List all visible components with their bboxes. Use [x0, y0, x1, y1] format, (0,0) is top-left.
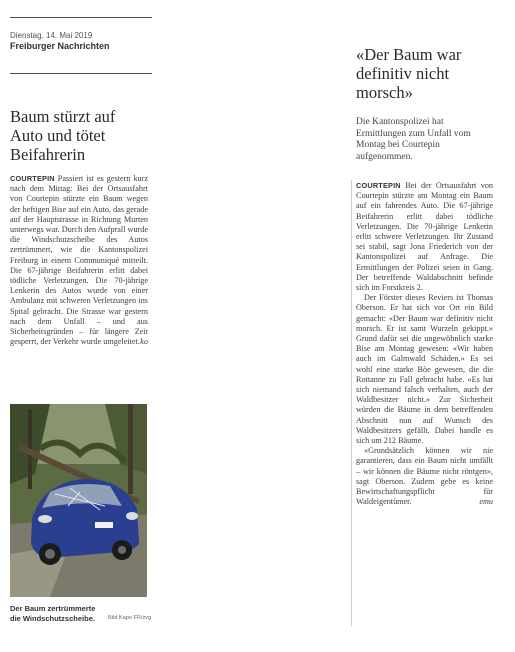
- right-paragraph-2: Der Förster dieses Reviers ist Thomas Oberson. Er hat sich vor Ort ein Bild gemacht: «Der Baum war definitiv nicht morsch. Er ist samt Wurzeln gekippt.» Grund dafür sei die ungewöhnlich starke Bise am Montag gewesen: «Wir haben auch im Galmwald Schäden.» Es sei wohl eine starke Böe gewesen, die die Rottanne zu Fall gebracht habe. «Es hat sich niemand falsch verhalten, auch der Waldbesitzer nicht.» Zur Sicherheit würden die Bäume in dem betreffenden Abschnitt nun auf Wunsch des Waldbesitzers gefällt. Dabei handle es sich um 212 Bäume.: [356, 293, 493, 446]
- accident-photo: [10, 404, 147, 597]
- issue-date: Dienstag, 14. Mai 2019: [10, 31, 93, 40]
- left-article-body: [10, 174, 148, 347]
- left-headline-line: Baum stürzt auf: [10, 107, 116, 126]
- right-headline-line: definitiv nicht: [356, 64, 450, 83]
- left-body-text: Passiert ist es gestern kurz nach dem Mittag: Bei der Ortsausfahrt von Courtepin stürzte ein Baum wegen der heftigen Bise auf ein Auto, das gerade auf der Hauptstrasse in Richtung Murten unterwegs war. Durch den Aufprall wurde die Windschutzscheibe des Autos zertrümmert, wie die Kantonspolizei Freiburg in einem Communiqué mitteilt. Die 67-jährige Beifahrerin erlitt dabei tödliche Verletzungen. Die 70-jährige Lenkerin des Autos wurde von einer Ambulanz mit schweren Verletzungen ins Spital gebracht. Die Strasse war gestern nach dem Unfall – und aus Sicherheitsgründen – für längere Zeit gesperrt, der Verkehr wurde umgeleitet.: [10, 174, 148, 347]
- header-bottom-rule: [10, 73, 152, 74]
- left-author: ko: [140, 337, 148, 347]
- right-dateline: COURTEPIN: [356, 181, 401, 190]
- left-headline: [10, 107, 155, 164]
- right-paragraph-1: Bei der Ortsausfahrt von Courtepin stürzte am Montag ein Baum auf ein fahrendes Auto. Die 67-jährige Beifahrerin erlitt dabei tödliche Verletzungen. Die 70-jährige Lenkerin erlitt schwere Verletzungen. Ihr Zustand sei stabil, sagt Jona Friederich von der Kantonspolizei auf Anfrage. Die Ermittlungen der Polizei seien in Gang. Der betreffende Waldabschnitt befinde sich im Forstkreis 2.: [356, 181, 494, 293]
- right-lead: Die Kantonspolizei hat Ermittlungen zum Unfall vom Montag bei Courtepin aufgenommen.: [356, 117, 471, 162]
- left-headline-line: Beifahrerin: [10, 145, 86, 164]
- newspaper-name: Freiburger Nachrichten: [10, 41, 110, 51]
- right-paragraph-3: «Grundsätzlich können wir nie garantieren, dass ein Baum nicht umfällt – wir können die Bäume nicht röntgen», sagt Oberson. Zudem gebe es keine Bewirtschaftungspflicht für Waldeigentümer.: [356, 446, 493, 507]
- photo-credit: Bild Kapo FR/zvg: [108, 615, 152, 621]
- right-headline: [356, 45, 506, 102]
- photo-caption: Der Baum zertrümmerte die Windschutzscheibe.: [10, 604, 96, 623]
- column-divider: [351, 180, 352, 626]
- left-headline-line: Auto und tötet: [10, 126, 106, 145]
- right-headline-line: «Der Baum war: [356, 45, 462, 64]
- right-author: emu: [479, 497, 493, 507]
- crushed-car-image: [10, 404, 147, 597]
- left-dateline: COURTEPIN: [10, 174, 55, 183]
- right-headline-line: morsch»: [356, 83, 413, 102]
- header-top-rule: [10, 17, 152, 18]
- right-article-body: [356, 181, 493, 508]
